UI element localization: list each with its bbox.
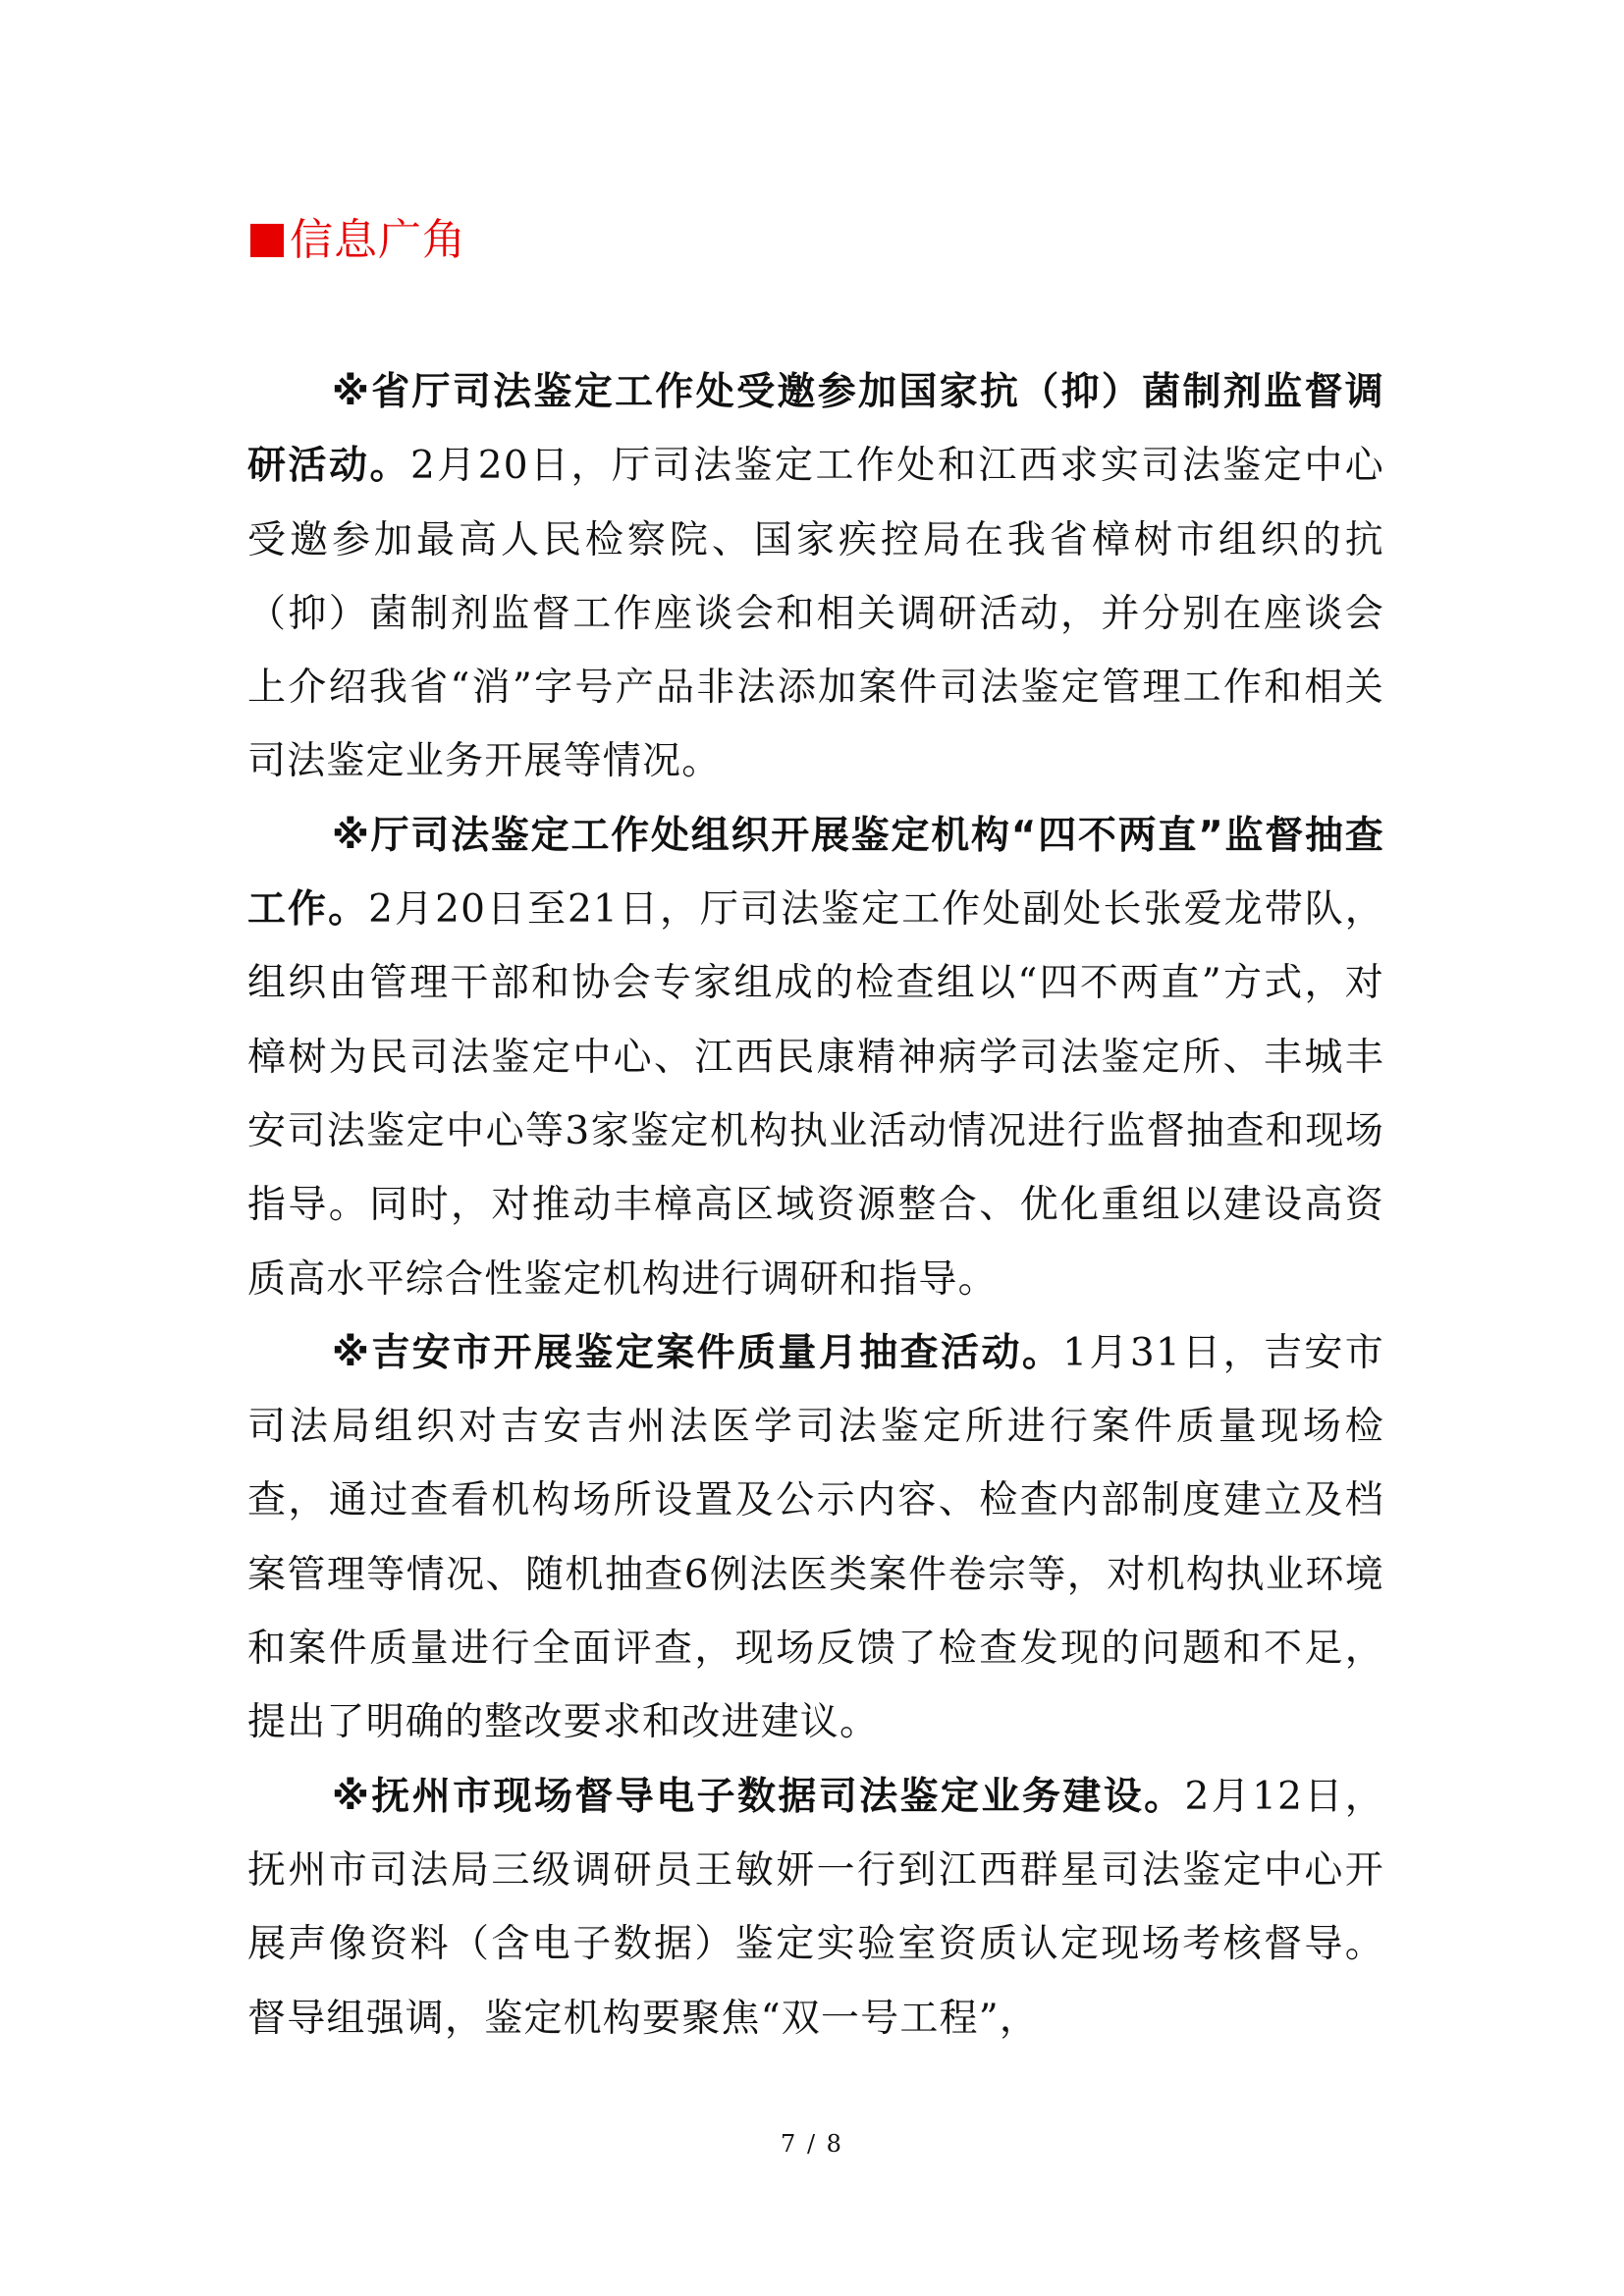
news-item-headline: ※省厅司法鉴定工作处受邀参加国家抗（抑）菌制剂监督调研活动。	[247, 370, 1384, 489]
news-item-body: 2月12日，抚州市司法局三级调研员王敏妍一行到江西群星司法鉴定中心开展声像资料（含电子数据）鉴定实验室资质认定现场考核督导。督导组强调，鉴定机构要聚焦“双一号工程”，	[247, 1774, 1384, 2041]
news-item-body: 1月31日，吉安市司法局组织对吉安吉州法医学司法鉴定所进行案件质量现场检查，通过查看机构场所设置及公示内容、检查内部制度建立及档案管理等情况、随机抽查6例法医类案件卷宗等，对机构执业环境和案件质量进行全面评查，现场反馈了检查发现的问题和不足，提出了明确的整改要求和改进建议。	[247, 1330, 1385, 1745]
news-item	[247, 1316, 1384, 1760]
news-item	[247, 1760, 1384, 2056]
news-item-headline: ※厅司法鉴定工作处组织开展鉴定机构“四不两直”监督抽查工作。	[247, 813, 1384, 933]
news-item-headline: ※吉安市开展鉴定案件质量月抽查活动。	[332, 1330, 1063, 1375]
news-item-body: 2月20日至21日，厅司法鉴定工作处副处长张爱龙带队，组织由管理干部和协会专家组成的检查组以“四不两直”方式，对樟树为民司法鉴定中心、江西民康精神病学司法鉴定所、丰城丰安司法鉴定中心等3家鉴定机构执业活动情况进行监督抽查和现场指导。同时，对推动丰樟高区域资源整合、优化重组以建设高资质高水平综合性鉴定机构进行调研和指导。	[247, 887, 1384, 1302]
news-item-body: 2月20日，厅司法鉴定工作处和江西求实司法鉴定中心受邀参加最高人民检察院、国家疾控局在我省樟树市组织的抗（抑）菌制剂监督工作座谈会和相关调研活动，并分别在座谈会上介绍我省“消”字号产品非法添加案件司法鉴定管理工作和相关司法鉴定业务开展等情况。	[247, 444, 1384, 784]
section-title: 信息广角	[290, 215, 466, 265]
news-list	[247, 355, 1384, 2056]
news-item-headline: ※抚州市现场督导电子数据司法鉴定业务建设。	[332, 1774, 1185, 1819]
page-number: 7 / 8	[781, 2130, 843, 2158]
news-item	[247, 799, 1384, 1316]
section-header	[250, 211, 466, 270]
red-square-icon	[250, 224, 284, 257]
news-item	[247, 355, 1384, 799]
